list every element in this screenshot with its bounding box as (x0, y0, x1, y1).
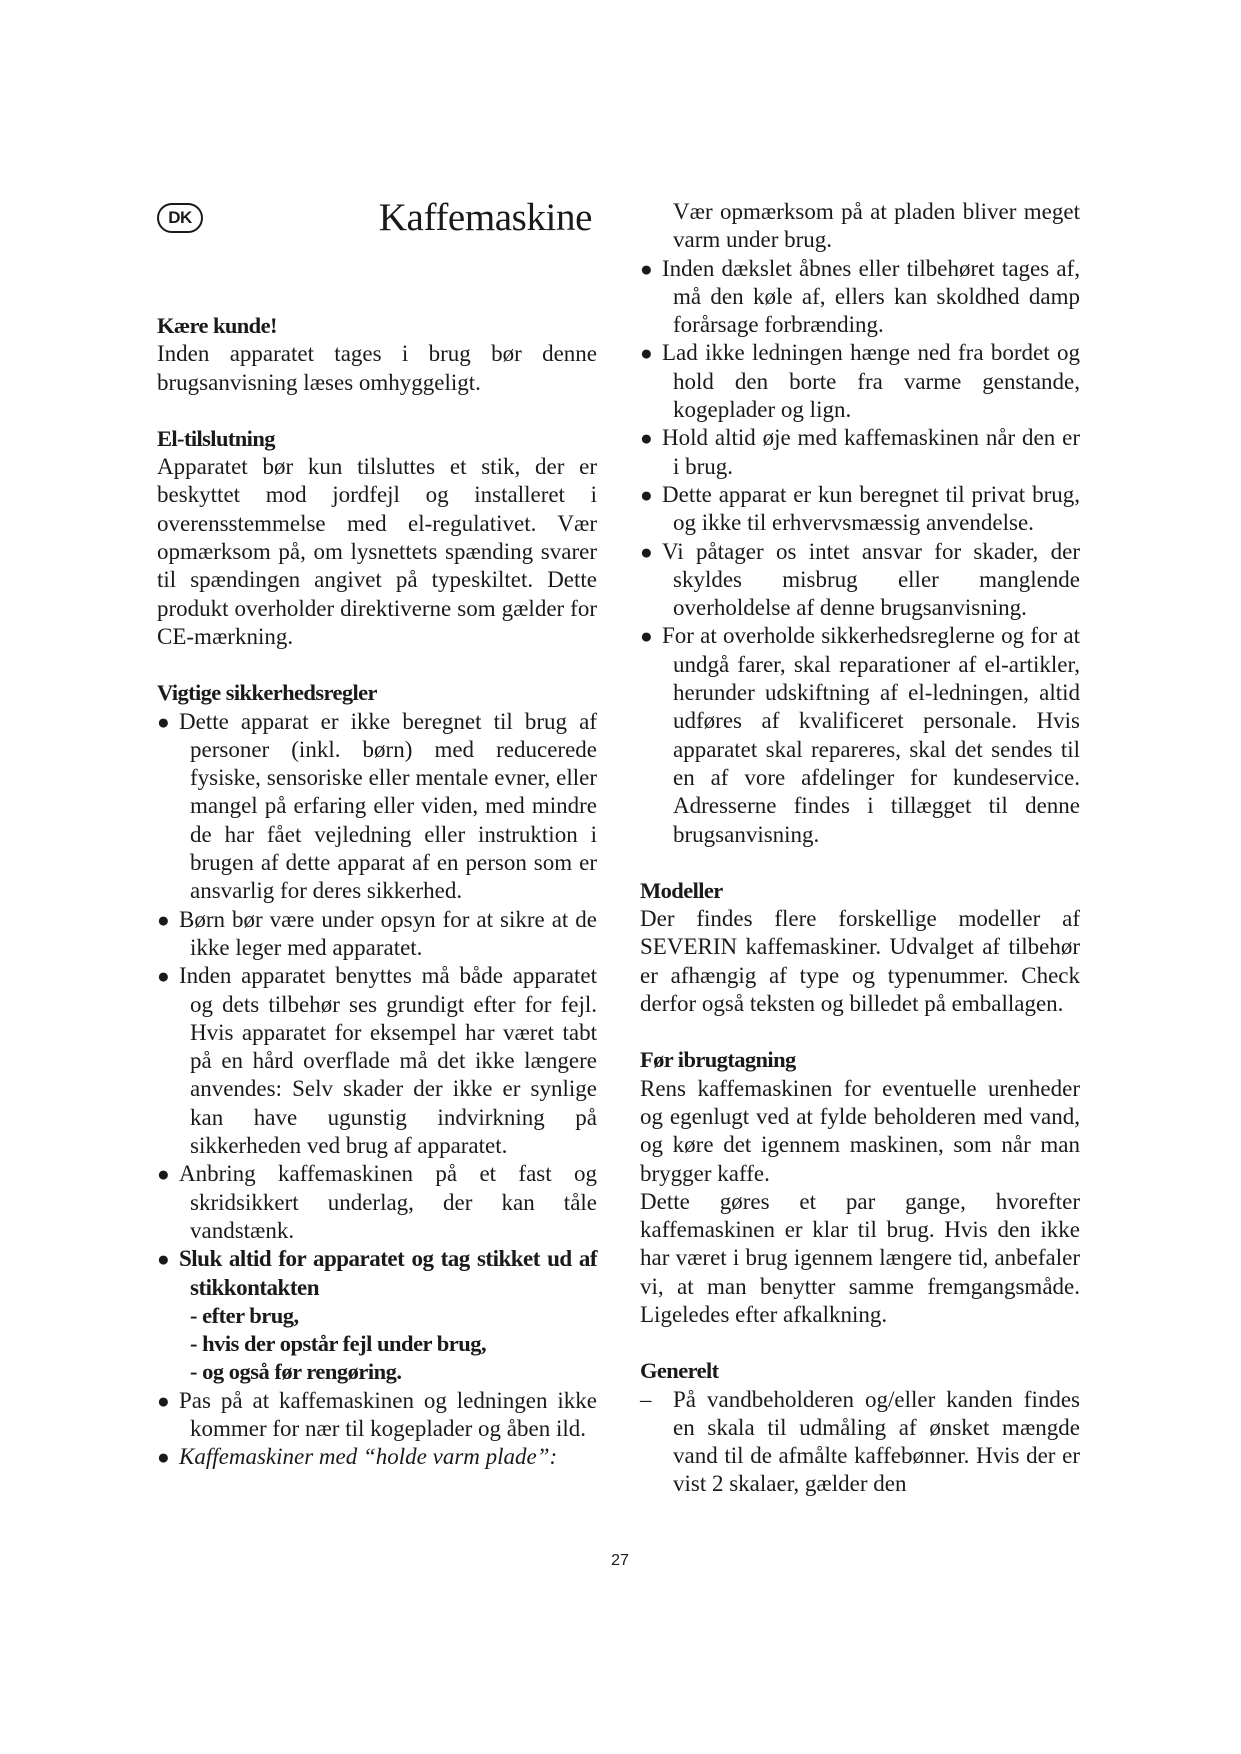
list-item: ● Inden dækslet åbnes eller tilbehøret tages af, må den køle af, ellers kan skoldhed damp forårsage forbrænding. (640, 255, 1080, 338)
bullet-icon: ● (640, 482, 653, 507)
models-heading: Modeller (640, 877, 723, 903)
bullet-icon: ● (640, 256, 653, 281)
list-item: ● For at overholde sikkerhedsreglerne og for at undgå farer, skal reparationer af el-artikler, herunder udskiftning af el-ledningen, altid udføres af kvalificeret personale. Hvis apparatet skal repareres, skal det sendes til en af vore afdelinger for kundeservice. Adresserne findes i tillægget til denne brugsanvisning. (640, 623, 1080, 847)
bullet-icon: ● (157, 1388, 170, 1413)
before-use-text-2: Dette gøres et par gange, hvorefter kaffemaskinen er klar til brug. Hvis den ikke har været i brug igennem længere tid, anbefaler vi, at man benytter samme fremgangsmåde. Ligeledes efter afkalkning. (640, 1188, 1080, 1327)
bullet-icon: ● (157, 1247, 170, 1272)
list-item: ● Vi påtager os intet ansvar for skader, der skyldes misbrug eller manglende overholdelse af denne brugsanvisning. (640, 538, 1080, 621)
bullet-icon: ● (157, 964, 170, 989)
bullet-icon: ● (157, 1445, 170, 1470)
el-heading: El-tilslutning (157, 425, 275, 451)
left-column (157, 312, 597, 1472)
bullet-icon: ● (640, 341, 653, 366)
before-use-heading: Før ibrugtagning (640, 1047, 796, 1073)
list-item: ● Hold altid øje med kaffemaskinen når den er i brug. (640, 425, 1080, 479)
greeting-text: Inden apparatet tages i brug bør denne brugsanvisning læses omhyggeligt. (157, 341, 597, 395)
sub-item: - og også før rengøring. (190, 1359, 402, 1385)
list-item: ● Dette apparat er ikke beregnet til brug af personer (inkl. børn) med reducerede fysiske, sensoriske eller mentale evner, eller mangel på erfaring eller viden, med mindre de har fået vejledning eller instruktion i brugen af dette apparat af en person som er ansvarlig for deres sikkerhed. (157, 708, 597, 904)
page-title: Kaffemaskine (378, 196, 592, 239)
list-item: ● Sluk altid for apparatet og tag stikket ud af stikkontakten (157, 1246, 597, 1300)
dash-item: – På vandbeholderen og/eller kanden findes en skala til udmåling af ønsket mængde vand til de afmålte kaffebønner. Hvis der er vist 2 skalaer, gælder den (640, 1386, 1080, 1497)
list-item: ● Inden apparatet benyttes må både apparatet og dets tilbehør ses grundigt efter for fejl. Hvis apparatet for eksempel har været tabt på en hård overflade må det ikke længere anvendes: Selv skader der ikke er synlige kan have ugunstig indvirkning på sikkerheden ved brug af apparatet. (157, 963, 597, 1159)
bullet-icon: ● (157, 709, 170, 734)
bullet-icon: ● (157, 907, 170, 932)
list-item: ● Børn bør være under opsyn for at sikre at de ikke leger med apparatet. (157, 906, 597, 960)
continued-text: Vær opmærksom på at pladen bliver meget varm under brug. (673, 199, 1080, 253)
el-text: Apparatet bør kun tilsluttes et stik, der er beskyttet mod jordfejl og installeret i overensstemmelse med el-regulativet. Vær opmærksom på, om lysnettets spænding svarer til spændingen angivet på typeskiltet. Dette produkt overholder direktiverne som gælder for CE-mærkning. (157, 454, 597, 649)
bullet-icon: ● (640, 539, 653, 564)
list-item: ● Kaffemaskiner med “holde varm plade”: (157, 1443, 597, 1471)
sub-item: - efter brug, (190, 1302, 299, 1328)
before-use-text: Rens kaffemaskinen for eventuelle urenheder og egenlugt ved at fylde beholderen med vand, og køre det igennem maskinen, som når man brygger kaffe. (640, 1075, 1080, 1186)
general-heading: Generelt (640, 1358, 719, 1384)
right-column (640, 198, 1080, 1499)
list-item: ● Anbring kaffemaskinen på et fast og skridsikkert underlag, der kan tåle vandstænk. (157, 1161, 597, 1243)
models-text: Der findes flere forskellige modeller af SEVERIN kaffemaskiner. Udvalget af tilbehør er afhængig af type og typenummer. Check derfor også teksten og billedet på emballagen. (640, 906, 1080, 1017)
sub-item: - hvis der opstår fejl under brug, (190, 1331, 487, 1357)
bullet-icon: ● (157, 1162, 170, 1187)
language-badge: DK (157, 203, 203, 233)
page-number: 27 (611, 1552, 629, 1569)
list-item: ● Lad ikke ledningen hænge ned fra bordet og hold den borte fra varme genstande, kogeplader og lign. (640, 340, 1080, 423)
list-item: ● Pas på at kaffemaskinen og ledningen ikke kommer for nær til kogeplader og åben ild. (157, 1387, 597, 1441)
dash-marker: – (640, 1386, 652, 1412)
greeting-heading: Kære kunde! (157, 313, 277, 338)
bullet-icon: ● (640, 426, 653, 451)
list-item: ● Dette apparat er kun beregnet til privat brug, og ikke til erhvervsmæssig anvendelse. (640, 481, 1080, 536)
safety-heading: Vigtige sikkerhedsregler (157, 680, 377, 706)
bullet-icon: ● (640, 624, 653, 649)
